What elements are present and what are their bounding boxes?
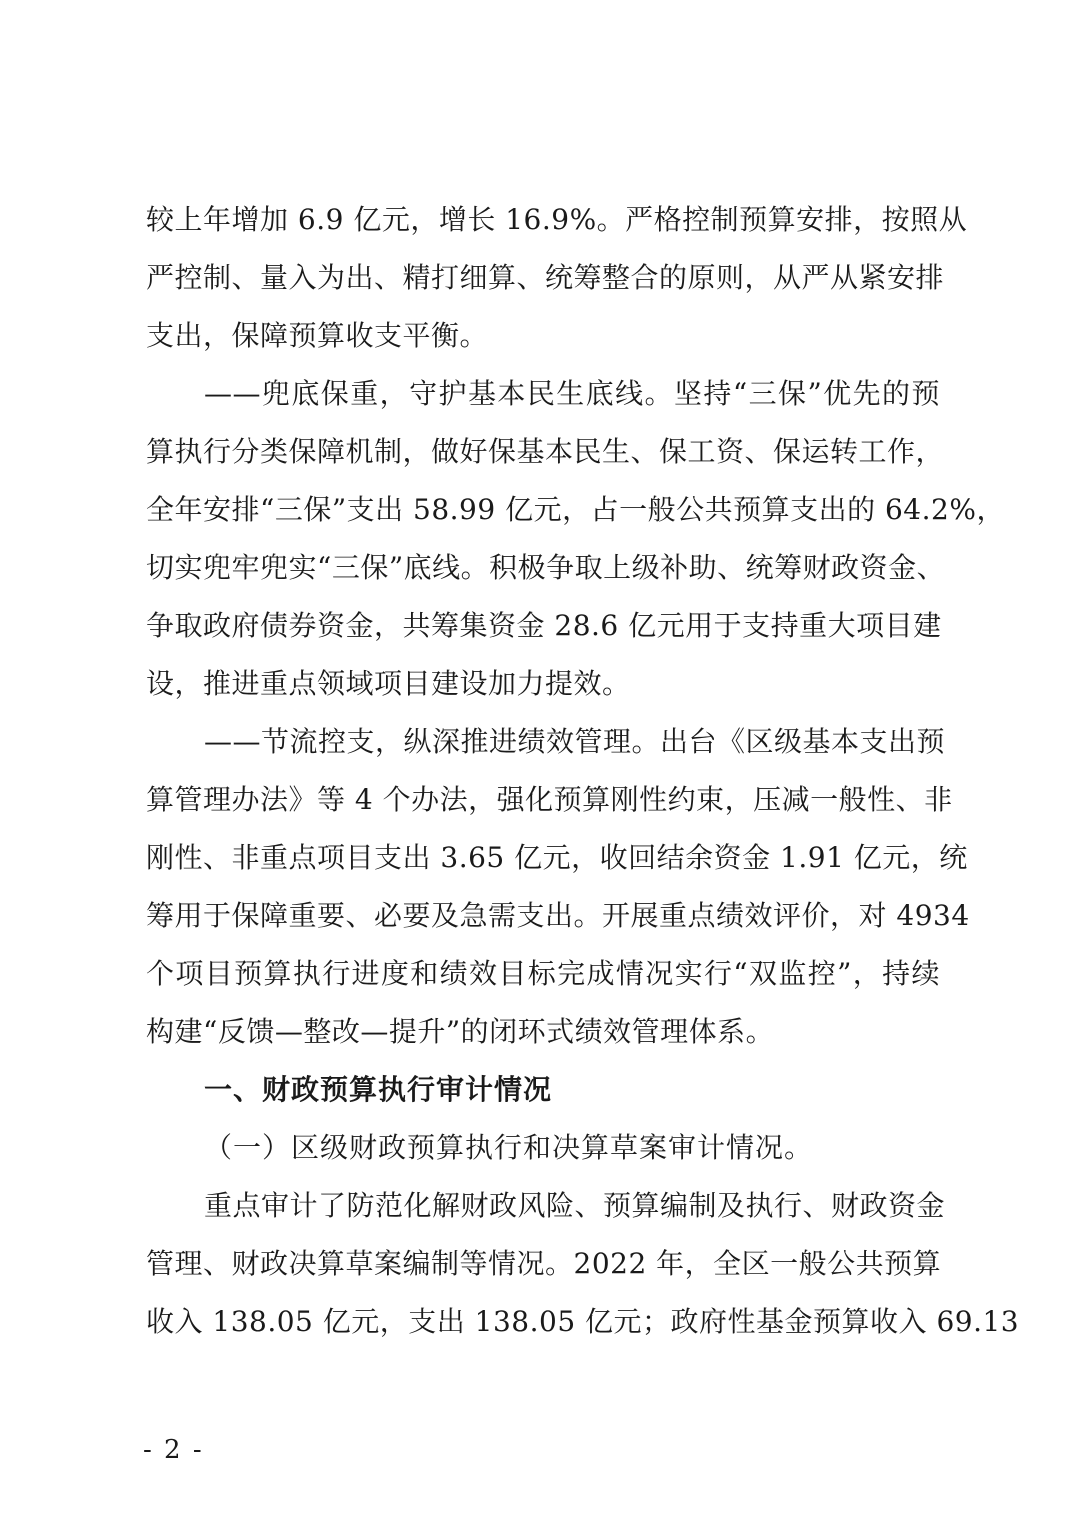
- paragraph-4-line-3: 收入 138.05 亿元，支出 138.05 亿元；政府性基金预算收入 69.13: [146, 1305, 1020, 1338]
- subsection-heading: （一）区级财政预算执行和决算草案审计情况。: [204, 1131, 814, 1164]
- page-number: - 2 -: [143, 1435, 204, 1465]
- paragraph-1-line-1: 较上年增加 6.9 亿元，增长 16.9%。严格控制预算安排，按照从: [146, 203, 968, 236]
- paragraph-3-line-4: 筹用于保障重要、必要及急需支出。开展重点绩效评价，对 4934: [146, 899, 970, 932]
- paragraph-4-line-1: 重点审计了防范化解财政风险、预算编制及执行、财政资金: [204, 1189, 946, 1222]
- paragraph-2-line-3: 全年安排“三保”支出 58.99 亿元，占一般公共预算支出的 64.2%，: [146, 493, 1005, 526]
- paragraph-3-line-3: 刚性、非重点项目支出 3.65 亿元，收回结余资金 1.91 亿元，统: [146, 841, 968, 874]
- paragraph-2-line-6: 设，推进重点领域项目建设加力提效。: [146, 667, 631, 700]
- paragraph-2-line-2: 算执行分类保障机制，做好保基本民生、保工资、保运转工作，: [146, 435, 945, 468]
- paragraph-2-line-4: 切实兜牢兜实“三保”底线。积极争取上级补助、统筹财政资金、: [146, 551, 946, 584]
- paragraph-3-line-1: ——节流控支，纵深推进绩效管理。出台《区级基本支出预: [204, 725, 946, 758]
- section-heading: 一、财政预算执行审计情况: [204, 1073, 553, 1106]
- paragraph-1-line-2: 严控制、量入为出、精打细算、统筹整合的原则，从严从紧安排: [146, 261, 945, 294]
- paragraph-3-line-6: 构建“反馈—整改—提升”的闭环式绩效管理体系。: [146, 1015, 775, 1048]
- paragraph-3-line-5: 个项目预算执行进度和绩效目标完成情况实行“双监控”，持续: [146, 957, 940, 990]
- paragraph-2-line-1: ——兜底保重，守护基本民生底线。坚持“三保”优先的预: [204, 377, 940, 410]
- paragraph-2-line-5: 争取政府债券资金，共筹集资金 28.6 亿元用于支持重大项目建: [146, 609, 942, 642]
- paragraph-3-line-2: 算管理办法》等 4 个办法，强化预算刚性约束，压减一般性、非: [146, 783, 953, 816]
- paragraph-4-line-2: 管理、财政决算草案编制等情况。2022 年，全区一般公共预算: [146, 1247, 942, 1280]
- paragraph-1-line-3: 支出，保障预算收支平衡。: [146, 319, 489, 352]
